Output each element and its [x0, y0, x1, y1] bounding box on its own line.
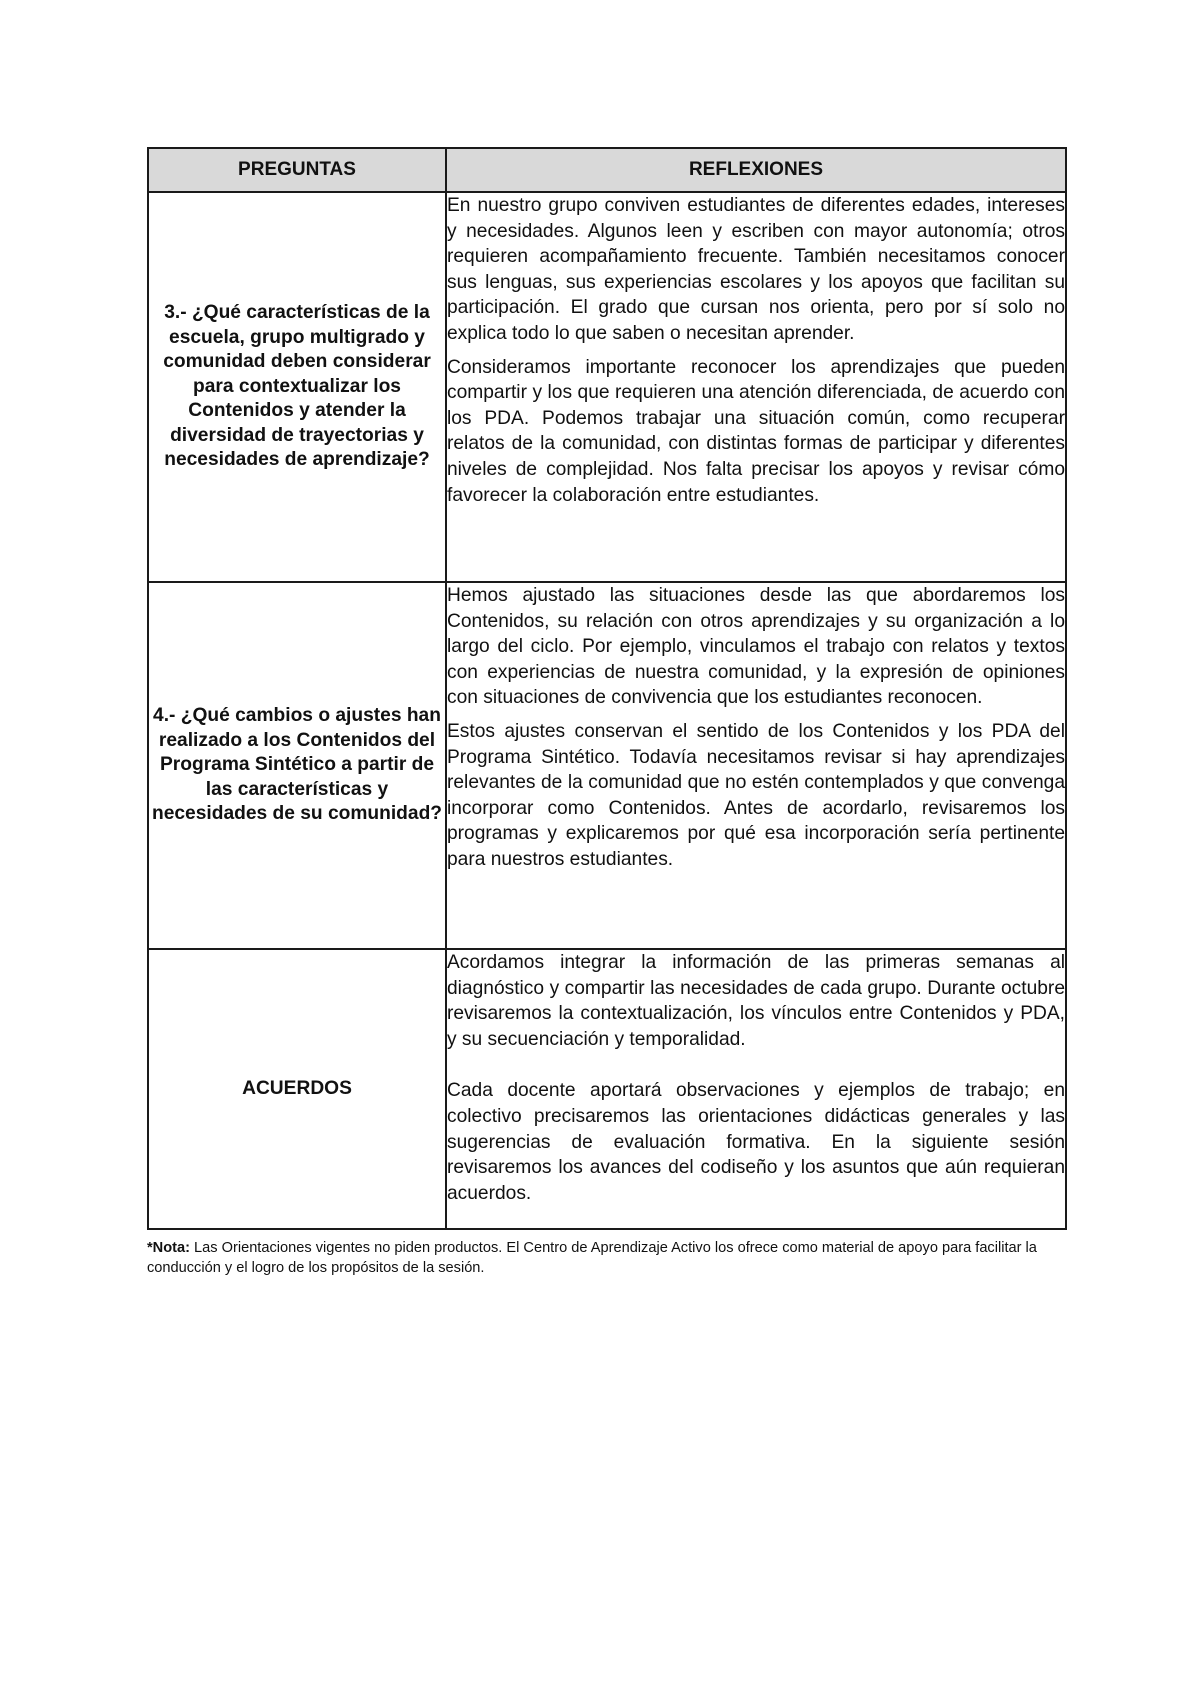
table-header-row [148, 148, 1066, 192]
agreement-paragraph: Cada docente aportará observaciones y ejemplos de trabajo; en colectivo precisaremos las orientaciones didácticas generales y las sugerencias de evaluación formativa. En la siguiente sesión revisaremos los avances del codiseño y los asuntos que aún requieran acuerdos. [447, 1080, 1065, 1204]
questions-reflections-table [147, 147, 1067, 1230]
reflection-paragraph: En nuestro grupo conviven estudiantes de diferentes edades, intereses y necesidades. Algunos leen y escriben con mayor autonomía; otros requieren acompañamiento frecuente. También necesitamos conocer sus lenguas, sus experiencias escolares y los apoyos que facilitan su participación. El grado que cursan nos orienta, pero por sí solo no explica todo lo que saben o necesitan aprender. [447, 195, 1065, 344]
question-4: 4.- ¿Qué cambios o ajustes han realizado a los Contenidos del Programa Sintético a partir de las características y necesidades de su comunidad? [148, 582, 446, 949]
agreements-label: ACUERDOS [148, 949, 446, 1229]
table-row [148, 949, 1066, 1229]
header-questions: PREGUNTAS [148, 148, 446, 192]
reflection-4 [446, 582, 1066, 949]
table-row [148, 192, 1066, 582]
header-reflections: REFLEXIONES [446, 148, 1066, 192]
reflection-paragraph: Hemos ajustado las situaciones desde las que abordaremos los Contenidos, su relación con otros aprendizajes y su organización a lo largo del ciclo. Por ejemplo, vinculamos el trabajo con relatos y textos con experiencias de nuestra comunidad, y la expresión de opiniones con situaciones de convivencia que los estudiantes reconocen. [447, 585, 1065, 709]
footnote-label: *Nota: [147, 1240, 190, 1256]
agreements-text [446, 949, 1066, 1229]
reflection-3 [446, 192, 1066, 582]
footnote-text: Las Orientaciones vigentes no piden productos. El Centro de Aprendizaje Activo los ofrece como material de apoyo para facilitar la conducción y el logro de los propósitos de la sesión. [147, 1240, 1037, 1276]
question-3: 3.- ¿Qué características de la escuela, grupo multigrado y comunidad deben considerar para contextualizar los Contenidos y atender la diversidad de trayectorias y necesidades de aprendizaje? [148, 192, 446, 582]
agreement-paragraph: Acordamos integrar la información de las primeras semanas al diagnóstico y compartir las necesidades de cada grupo. Durante octubre revisaremos la contextualización, los vínculos entre Contenidos y PDA, y su secuenciación y temporalidad. [447, 952, 1065, 1050]
reflection-paragraph: Consideramos importante reconocer los aprendizajes que pueden compartir y los que requieren una atención diferenciada, de acuerdo con los PDA. Podemos trabajar una situación común, como recuperar relatos de la comunidad, con distintas formas de participar y diferentes niveles de complejidad. Nos falta precisar los apoyos y revisar cómo favorecer la colaboración entre estudiantes. [447, 356, 1065, 506]
document-page [147, 147, 1065, 1278]
reflection-paragraph: Estos ajustes conservan el sentido de los Contenidos y los PDA del Programa Sintético. Todavía necesitamos revisar si hay aprendizajes relevantes de la comunidad que no estén contemplados y que convenga incorporar como Contenidos. Antes de acordarlo, revisaremos los programas y explicaremos por qué esa incorporación sería pertinente para nuestros estudiantes. [447, 720, 1065, 870]
table-row [148, 582, 1066, 949]
footnote [147, 1238, 1065, 1278]
